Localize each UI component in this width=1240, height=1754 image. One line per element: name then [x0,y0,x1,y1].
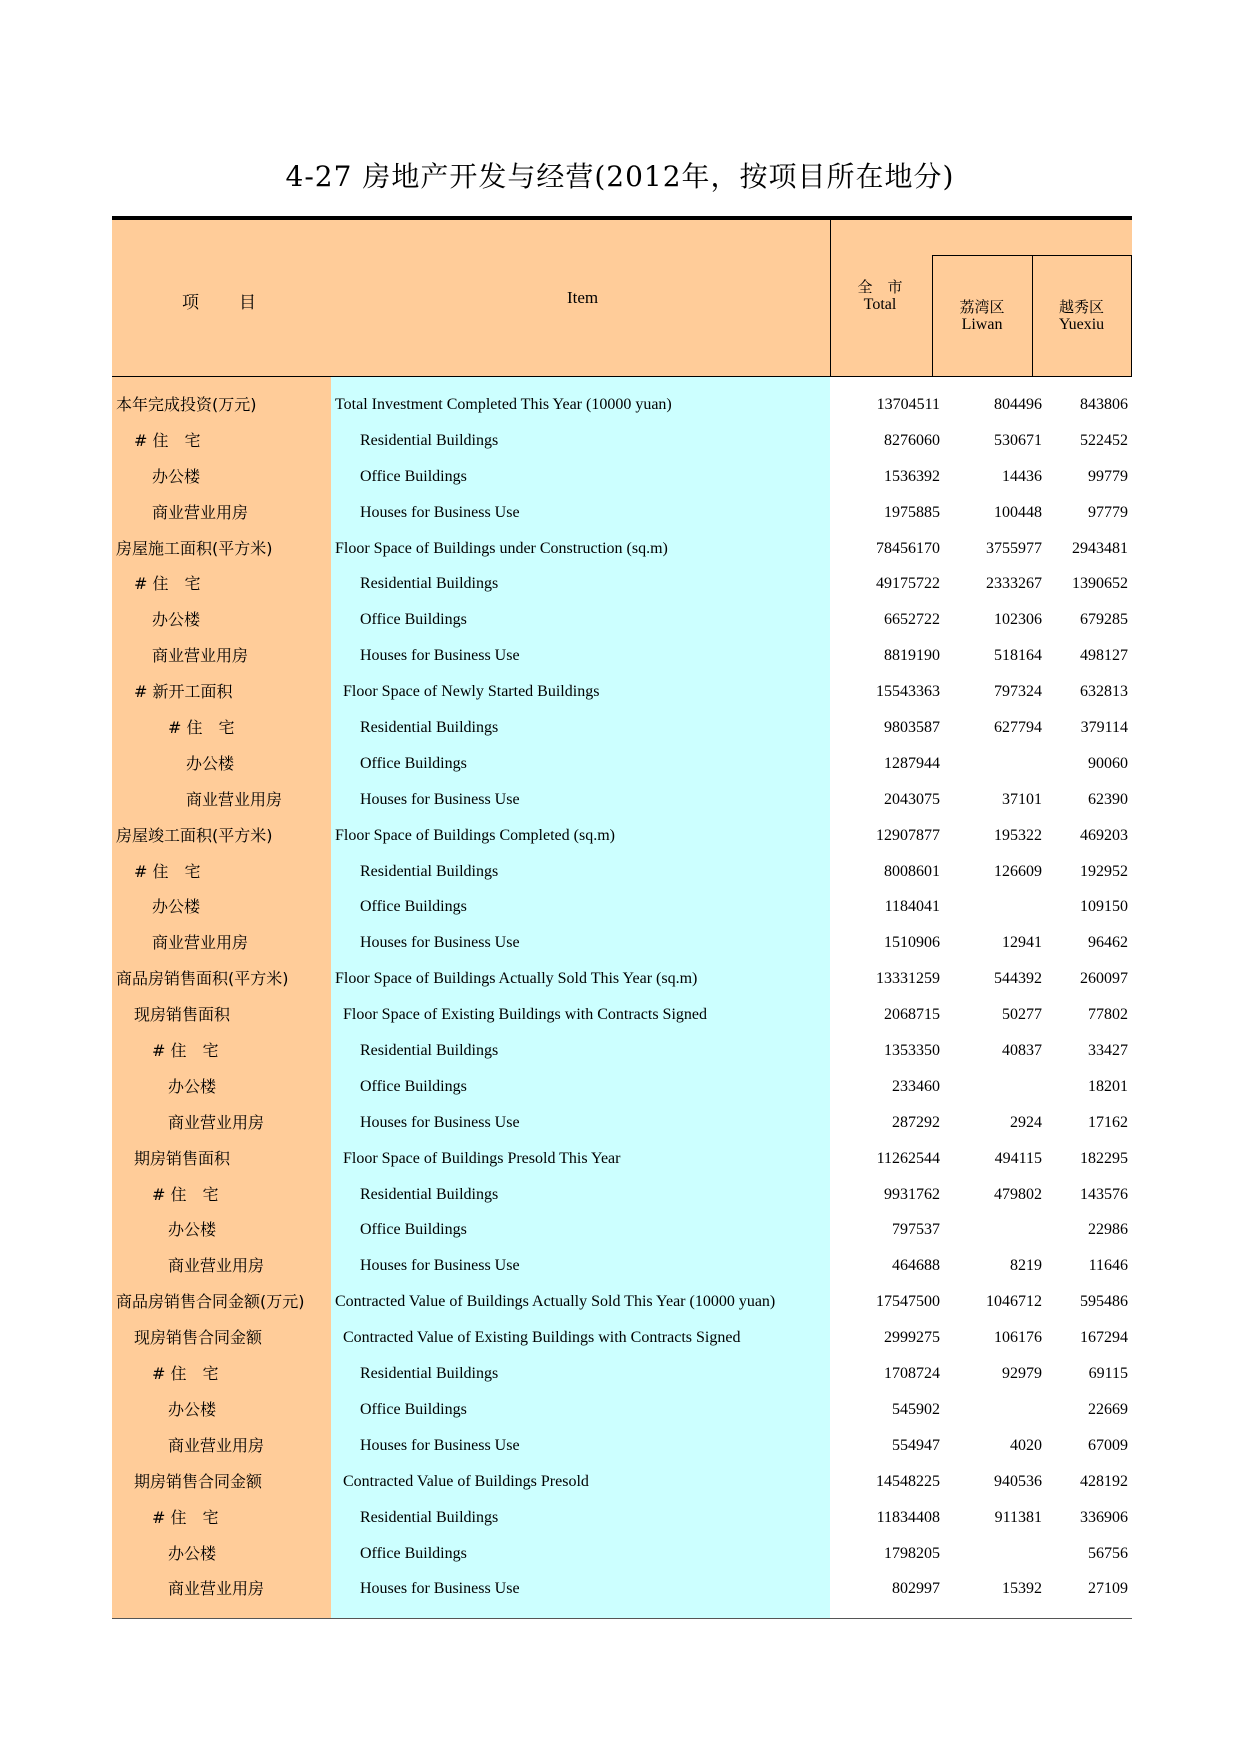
cell-liwan: 92979 [1002,1365,1042,1383]
cell-liwan: 3755977 [986,539,1042,557]
table-bottom-rule [112,1618,1132,1619]
row-label-en: Residential Buildings [360,575,499,593]
cell-yuexiu: 167294 [1080,1329,1128,1347]
table-row [112,531,1132,567]
cell-yuexiu: 109150 [1080,898,1128,916]
cell-total: 17547500 [876,1293,940,1311]
row-label-en: Office Buildings [360,1077,467,1095]
row-label-en: Contracted Value of Existing Buildings with Contracts Signed [343,1329,741,1347]
table-row [112,1536,1132,1572]
cell-total: 554947 [892,1436,940,1454]
cell-total: 13331259 [876,970,940,988]
row-label-cn: 办公楼 [152,610,201,630]
row-label-en: Floor Space of Buildings Actually Sold This Year (sq.m) [335,970,698,988]
cell-liwan: 102306 [994,611,1042,629]
cell-total: 464688 [892,1257,940,1275]
table-row [112,459,1132,495]
row-label-cn: # 住 宅 [134,574,201,594]
table-row [112,602,1132,638]
header-total [830,278,930,314]
header-yuexiu [1032,298,1131,334]
row-label-en: Residential Buildings [360,1365,499,1383]
page-title: 4-27 房地产开发与经营(2012年，按项目所在地分) [285,160,955,193]
cell-total: 15543363 [876,683,940,701]
row-label-cn: 办公楼 [168,1543,217,1563]
header-total-cn: 全 市 [857,278,903,296]
cell-yuexiu: 97779 [1088,503,1128,521]
row-label-cn: 商品房销售合同金额(万元) [116,1292,305,1312]
row-label-cn: 商业营业用房 [168,1435,265,1455]
header-liwan-cn: 荔湾区 [959,298,1005,316]
cell-total: 13704511 [876,396,940,413]
cell-yuexiu: 69115 [1088,1365,1128,1383]
row-label-en: Office Buildings [360,1221,467,1239]
table-row [112,674,1132,710]
cell-yuexiu: 632813 [1080,683,1128,701]
row-label-en: Residential Buildings [360,719,499,737]
cell-total: 1708724 [884,1365,940,1383]
row-label-en: Residential Buildings [360,1185,499,1203]
row-label-en: Houses for Business Use [360,1257,520,1275]
cell-yuexiu: 595486 [1080,1293,1128,1311]
row-label-cn: # 住 宅 [134,430,201,450]
row-label-cn: 商业营业用房 [152,502,249,522]
row-label-cn: 办公楼 [168,1399,217,1419]
cell-yuexiu: 22986 [1088,1221,1128,1239]
cell-yuexiu: 1390652 [1072,575,1128,593]
cell-yuexiu: 336906 [1080,1508,1128,1526]
table-row [112,1320,1132,1356]
row-label-en: Office Buildings [360,754,467,772]
row-label-cn: 办公楼 [152,897,201,917]
row-label-cn: 房屋施工面积(平方米) [116,538,273,558]
row-label-en: Office Buildings [360,1544,467,1562]
cell-liwan: 12941 [1002,934,1042,952]
cell-yuexiu: 96462 [1088,934,1128,952]
row-label-cn: 房屋竣工面积(平方米) [116,825,273,845]
table-row [112,854,1132,890]
header-yuexiu-cn: 越秀区 [1058,298,1104,316]
row-label-cn: 期房销售合同金额 [134,1471,263,1491]
cell-liwan: 479802 [994,1185,1042,1203]
cell-yuexiu: 2943481 [1072,539,1128,557]
cell-liwan: 530671 [994,431,1042,449]
cell-yuexiu: 18201 [1088,1077,1128,1095]
cell-total: 8819190 [884,647,940,665]
row-label-cn: # 住 宅 [168,718,235,738]
table-row [112,997,1132,1033]
table-row [112,1141,1132,1177]
cell-liwan: 544392 [994,970,1042,988]
row-label-en: Houses for Business Use [360,790,520,808]
row-label-en: Contracted Value of Buildings Actually Sold This Year (10000 yuan) [335,1293,776,1311]
table-row [112,1356,1132,1392]
row-label-cn: 商业营业用房 [186,789,283,809]
header-divider [1131,255,1132,377]
row-label-en: Office Buildings [360,611,467,629]
cell-yuexiu: 843806 [1080,396,1128,413]
row-label-en: Houses for Business Use [360,503,520,521]
cell-total: 1510906 [884,934,940,952]
header-yuexiu-en: Yuexiu [1058,316,1105,333]
cell-total: 2043075 [884,790,940,808]
table-row [112,1212,1132,1248]
cell-total: 8276060 [884,431,940,449]
cell-liwan: 8219 [1010,1257,1042,1275]
cell-total: 545902 [892,1400,940,1418]
table-row [112,566,1132,602]
cell-yuexiu: 67009 [1088,1436,1128,1454]
row-label-cn: 现房销售合同金额 [134,1328,263,1348]
cell-liwan: 4020 [1010,1436,1042,1454]
row-label-cn: # 住 宅 [152,1507,219,1527]
row-label-cn: 办公楼 [168,1076,217,1096]
cell-yuexiu: 90060 [1088,754,1128,772]
cell-total: 1184041 [884,898,940,916]
cell-liwan: 50277 [1002,1006,1042,1024]
cell-liwan: 494115 [994,1149,1042,1167]
cell-total: 1975885 [884,503,940,521]
cell-yuexiu: 182295 [1080,1149,1128,1167]
cell-yuexiu: 77802 [1088,1006,1128,1024]
cell-liwan: 106176 [994,1329,1042,1347]
row-label-cn: 本年完成投资(万元) [116,395,257,414]
table-row [112,710,1132,746]
row-label-en: Residential Buildings [360,1508,499,1526]
cell-yuexiu: 260097 [1080,970,1128,988]
row-label-en: Houses for Business Use [360,1436,520,1454]
row-label-cn: # 住 宅 [134,861,201,881]
row-label-cn: 现房销售面积 [134,1005,231,1025]
row-label-cn: 商业营业用房 [152,646,249,666]
cell-total: 14548225 [876,1472,940,1490]
cell-total: 797537 [892,1221,940,1239]
table-row [112,1033,1132,1069]
table-row [112,1284,1132,1320]
row-label-cn: 办公楼 [168,1220,217,1240]
cell-yuexiu: 143576 [1080,1185,1128,1203]
cell-yuexiu: 27109 [1088,1580,1128,1598]
row-label-cn: # 新开工面积 [134,682,233,702]
cell-liwan: 2924 [1010,1113,1042,1131]
table-row [112,1500,1132,1536]
table-row [112,1464,1132,1500]
row-label-cn: 商品房销售面积(平方米) [116,969,289,989]
row-label-cn: # 住 宅 [152,1184,219,1204]
table-row [112,423,1132,459]
table-row [112,925,1132,961]
header-liwan-en: Liwan [961,316,1003,333]
row-label-cn: 商业营业用房 [152,933,249,953]
row-label-en: Houses for Business Use [360,1113,520,1131]
row-label-en: Contracted Value of Buildings Presold [343,1472,589,1490]
cell-yuexiu: 522452 [1080,431,1128,449]
cell-liwan: 15392 [1002,1580,1042,1598]
table-row [112,1105,1132,1141]
cell-liwan: 627794 [994,719,1042,737]
cell-total: 8008601 [884,862,940,880]
cell-total: 49175722 [876,575,940,593]
cell-yuexiu: 428192 [1080,1472,1128,1490]
row-label-en: Office Buildings [360,467,467,485]
table-header [112,220,1132,377]
cell-total: 1536392 [884,467,940,485]
cell-liwan: 1046712 [986,1293,1042,1311]
cell-yuexiu: 17162 [1088,1113,1128,1131]
row-label-en: Floor Space of Existing Buildings with Contracts Signed [343,1006,707,1024]
table-row [112,1571,1132,1607]
row-label-en: Office Buildings [360,1400,467,1418]
cell-yuexiu: 192952 [1080,862,1128,880]
row-label-cn: 商业营业用房 [168,1112,265,1132]
cell-liwan: 100448 [994,503,1042,521]
cell-liwan: 2333267 [986,575,1042,593]
table-row [112,1177,1132,1213]
row-label-en: Residential Buildings [360,1042,499,1060]
row-label-cn: 商业营业用房 [168,1256,265,1276]
cell-total: 2068715 [884,1006,940,1024]
cell-total: 2999275 [884,1329,940,1347]
row-label-cn: # 住 宅 [152,1364,219,1384]
cell-liwan: 126609 [994,862,1042,880]
cell-total: 11262544 [876,1149,940,1167]
cell-total: 11834408 [876,1508,940,1526]
table-row [112,1428,1132,1464]
row-label-cn: 办公楼 [186,753,235,773]
header-total-en: Total [863,296,897,313]
row-label-en: Office Buildings [360,898,467,916]
cell-total: 802997 [892,1580,940,1598]
row-label-cn: 期房销售面积 [134,1148,231,1168]
cell-total: 9931762 [884,1185,940,1203]
cell-total: 1798205 [884,1544,940,1562]
table-row [112,1069,1132,1105]
row-label-en: Houses for Business Use [360,934,520,952]
row-label-en: Floor Space of Newly Started Buildings [343,683,600,701]
cell-yuexiu: 11646 [1088,1257,1128,1275]
cell-yuexiu: 56756 [1088,1544,1128,1562]
row-label-en: Residential Buildings [360,862,499,880]
table-row [112,818,1132,854]
cell-yuexiu: 498127 [1080,647,1128,665]
row-label-cn: # 住 宅 [152,1041,219,1061]
row-label-en: Floor Space of Buildings Presold This Year [343,1149,621,1167]
cell-total: 78456170 [876,539,940,557]
cell-yuexiu: 679285 [1080,611,1128,629]
cell-liwan: 804496 [994,396,1042,413]
cell-liwan: 40837 [1002,1042,1042,1060]
table-row [112,782,1132,818]
cell-liwan: 940536 [994,1472,1042,1490]
cell-liwan: 195322 [994,826,1042,844]
table-row [112,889,1132,925]
table-row [112,1248,1132,1284]
cell-total: 6652722 [884,611,940,629]
table-row [112,638,1132,674]
row-label-en: Floor Space of Buildings under Construction (sq.m) [335,539,668,557]
cell-yuexiu: 469203 [1080,826,1128,844]
table-row [112,961,1132,997]
cell-yuexiu: 33427 [1088,1042,1128,1060]
table-row [112,746,1132,782]
table-row [112,495,1132,531]
cell-yuexiu: 22669 [1088,1400,1128,1418]
row-label-en: Floor Space of Buildings Completed (sq.m) [335,826,615,844]
cell-liwan: 797324 [994,683,1042,701]
cell-yuexiu: 379114 [1080,719,1128,737]
row-label-en: Total Investment Completed This Year (10000 yuan) [335,396,672,413]
table-body [112,387,1132,1607]
row-label-cn: 办公楼 [152,466,201,486]
cell-yuexiu: 62390 [1088,790,1128,808]
cell-total: 12907877 [876,826,940,844]
cell-total: 233460 [892,1077,940,1095]
cell-total: 287292 [892,1113,940,1131]
cell-total: 1353350 [884,1042,940,1060]
table-row [112,387,1132,423]
header-liwan [932,298,1032,334]
row-label-en: Houses for Business Use [360,647,520,665]
header-item-en: Item [567,288,599,307]
cell-liwan: 14436 [1002,467,1042,485]
cell-liwan: 518164 [994,647,1042,665]
cell-liwan: 37101 [1002,790,1042,808]
row-label-en: Houses for Business Use [360,1580,520,1598]
cell-liwan: 911381 [994,1508,1042,1526]
row-label-cn: 商业营业用房 [168,1579,265,1599]
cell-total: 1287944 [884,754,940,772]
table-row [112,1392,1132,1428]
header-item-cn: 项 目 [182,293,258,313]
row-label-en: Residential Buildings [360,431,499,449]
cell-total: 9803587 [884,719,940,737]
cell-yuexiu: 99779 [1088,467,1128,485]
